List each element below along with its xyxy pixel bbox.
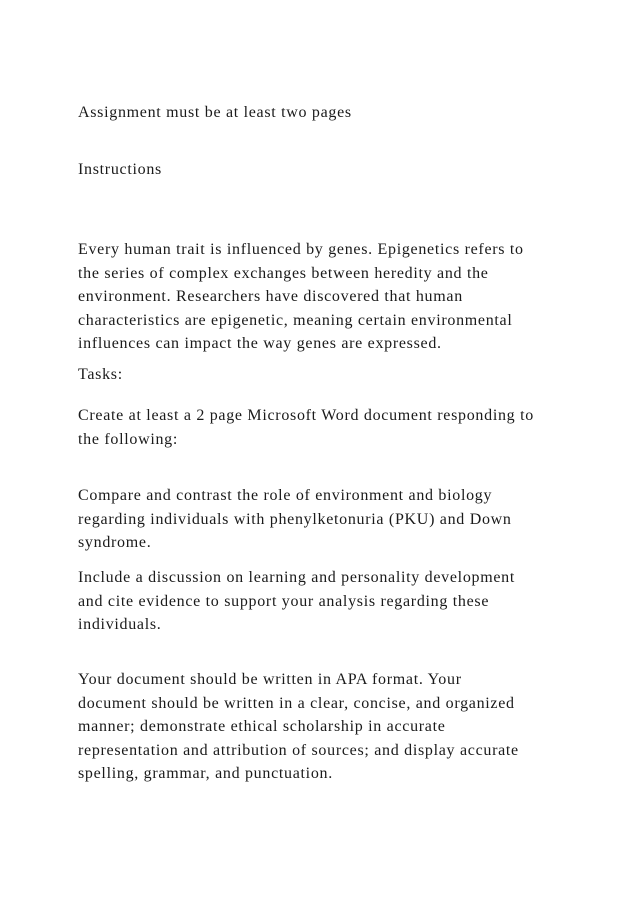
task-intro-paragraph (78, 404, 578, 451)
task-1-paragraph (78, 484, 578, 555)
assignment-heading (78, 101, 578, 125)
instructions-line: Instructions (78, 161, 162, 178)
paragraph-line: syndrome. (78, 534, 152, 551)
paragraph-line: the series of complex exchanges between heredity and the (78, 264, 489, 282)
task-2-paragraph (78, 566, 578, 637)
paragraph-line: individuals. (78, 616, 162, 633)
paragraph-line: spelling, grammar, and punctuation. (78, 765, 333, 782)
heading-line: Assignment must be at least two pages (78, 104, 352, 121)
tasks-label (78, 363, 578, 387)
paragraph-line: representation and attribution of sources; and display accurate (78, 741, 519, 759)
paragraph-line: manner; demonstrate ethical scholarship in accurate (78, 718, 446, 735)
paragraph-line: Include a discussion on learning and personality development (78, 569, 516, 586)
tasks-line: Tasks: (78, 366, 123, 383)
paragraph-line: and cite evidence to support your analysis regarding these (78, 592, 490, 610)
instructions-label (78, 158, 578, 182)
paragraph-line: Compare and contrast the role of environment and biology (78, 487, 493, 504)
paragraph-line: characteristics are epigenetic, meaning certain environmental (78, 311, 513, 329)
paragraph-line: regarding individuals with phenylketonuria (PKU) and Down (78, 510, 512, 528)
paragraph-line: influences can impact the way genes are expressed. (78, 335, 442, 352)
paragraph-line: Your document should be written in APA format. Your (78, 671, 462, 688)
paragraph-line: Create at least a 2 page Microsoft Word document responding to (78, 407, 534, 424)
paragraph-line: the following: (78, 430, 179, 448)
paragraph-line: environment. Researchers have discovered that human (78, 288, 463, 305)
paragraph-line: Every human trait is influenced by genes. Epigenetics refers to (78, 241, 524, 258)
format-requirements-paragraph (78, 668, 578, 786)
intro-paragraph (78, 238, 578, 356)
paragraph-line: document should be written in a clear, concise, and organized (78, 694, 515, 712)
